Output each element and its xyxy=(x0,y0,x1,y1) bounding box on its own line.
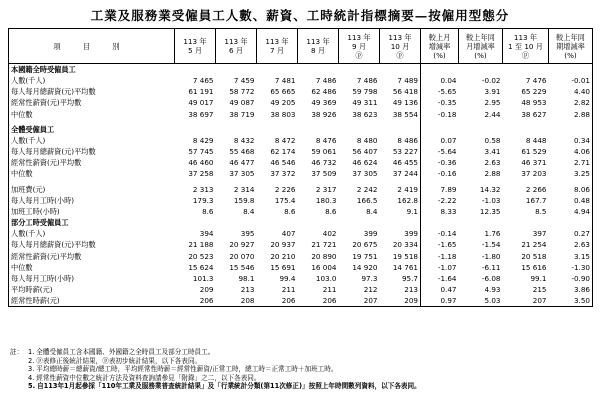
cell-value: 7 476 xyxy=(525,76,547,86)
cell-value: 179.3 xyxy=(192,195,214,205)
cell-value: 7.89 xyxy=(421,184,459,195)
cell-value xyxy=(459,124,503,135)
cell-value: 15 624 xyxy=(188,262,214,272)
cell-value: 14 920 xyxy=(352,262,378,272)
cell-value: -0.36 xyxy=(421,157,459,168)
table-row xyxy=(9,168,593,179)
cell-value: 8.4 xyxy=(366,206,378,216)
cell-value: 53 227 xyxy=(392,147,418,157)
cell-value: -5.64 xyxy=(421,146,459,157)
cell-value: -0.14 xyxy=(421,228,459,239)
cell-value: 19 518 xyxy=(392,251,418,261)
cell-value: 2 242 xyxy=(356,184,378,194)
cell-value: 175.4 xyxy=(274,195,296,205)
cell-value: -6.11 xyxy=(481,262,501,272)
cell-value: 20 334 xyxy=(392,240,418,250)
table-row xyxy=(9,135,593,146)
cell-value: 2.88 xyxy=(484,169,501,179)
cell-value: 48 953 xyxy=(521,98,547,108)
cell-value: 4.93 xyxy=(484,284,501,294)
cell-value: 20 937 xyxy=(270,240,296,250)
cell-value: -1.30 xyxy=(571,262,590,272)
footnote-number: 1. xyxy=(28,348,35,356)
cell-value: 20 675 xyxy=(352,240,378,250)
row-label: 加班費(元) xyxy=(11,184,46,194)
cell-value xyxy=(216,64,257,76)
cell-value xyxy=(339,64,380,76)
cell-value: 212 xyxy=(363,284,378,294)
cell-value: 211 xyxy=(322,284,337,294)
cell-value: 407 xyxy=(281,229,296,239)
table-row xyxy=(9,109,593,120)
cell-value: 20 927 xyxy=(229,240,255,250)
cell-value: 167.7 xyxy=(525,195,547,205)
cell-value: 99.1 xyxy=(530,273,547,283)
cell-value xyxy=(503,64,549,76)
cell-value: 209 xyxy=(199,284,214,294)
cell-value: 98.1 xyxy=(238,273,255,283)
header-cum: 113 年 1 至 10 月 ⓟ xyxy=(503,29,549,64)
cell-value: 0.07 xyxy=(421,135,459,146)
cell-value: 395 xyxy=(240,229,255,239)
cell-value: 7 459 xyxy=(233,76,255,86)
cell-value: -1.65 xyxy=(421,239,459,250)
cell-value xyxy=(257,217,298,228)
cell-value: 49 136 xyxy=(392,98,418,108)
cell-value xyxy=(339,217,380,228)
table-row xyxy=(9,273,593,284)
cell-value: -0.01 xyxy=(571,76,590,86)
footnote xyxy=(10,382,592,391)
cell-value: 2.95 xyxy=(484,98,501,108)
cell-value xyxy=(298,217,339,228)
footnote-text: 平均總時薪＝總薪資/總工時，平均經常性時薪＝經常性薪資/正常工時，總工時＝正常工時＋加班工時。 xyxy=(36,365,338,374)
cell-value: 4.40 xyxy=(573,87,590,97)
table-row xyxy=(9,75,593,86)
cell-value: 9.1 xyxy=(406,206,418,216)
header-month: 113 年 7 月 xyxy=(257,29,298,64)
cell-value xyxy=(380,217,421,228)
cell-value: 2.44 xyxy=(484,109,501,119)
cell-value: 19 751 xyxy=(352,251,378,261)
cell-value: 37 305 xyxy=(229,169,255,179)
cell-value: 399 xyxy=(404,229,418,239)
cell-value: 166.5 xyxy=(356,195,378,205)
table-row xyxy=(9,157,593,168)
cell-value: 37 305 xyxy=(352,169,378,179)
cell-value xyxy=(503,217,549,228)
cell-value: 213 xyxy=(404,284,418,294)
cell-value xyxy=(380,64,421,76)
cell-value: 55 468 xyxy=(229,147,255,157)
cell-value: 8.6 xyxy=(284,206,296,216)
cell-value: -0.90 xyxy=(571,273,590,283)
cell-value: -1.03 xyxy=(481,195,501,205)
table-row xyxy=(9,86,593,97)
row-label: 中位數 xyxy=(11,262,33,272)
table-row xyxy=(9,239,593,250)
cell-value xyxy=(459,217,503,228)
row-label: 每人每月總薪資(元)平均數 xyxy=(11,240,96,250)
cell-value: 215 xyxy=(532,284,547,294)
cell-value xyxy=(216,217,257,228)
footnote-number: 3. xyxy=(28,365,35,374)
cell-value: 0.34 xyxy=(573,135,590,145)
cell-value: 159.8 xyxy=(233,195,255,205)
cell-value: 208 xyxy=(240,296,255,306)
section-row xyxy=(9,124,593,135)
row-label: 經常性時薪(元) xyxy=(11,296,60,306)
cell-value: 2 266 xyxy=(525,184,547,194)
cell-value: 49 087 xyxy=(229,98,255,108)
cell-value: -1.80 xyxy=(481,251,501,261)
cell-value: 5.03 xyxy=(484,296,501,306)
cell-value: 162.8 xyxy=(397,195,418,205)
row-label: 每人每月工時(小時) xyxy=(11,195,75,205)
row-label: 人數(千人) xyxy=(11,76,46,86)
cell-value: 15 616 xyxy=(521,262,547,272)
footnote-text: 經常性薪資中位數之統計方法及資料查詢請參見「附錄」之二，以下各表同。 xyxy=(36,373,261,382)
row-label: 人數(千人) xyxy=(11,135,46,145)
cell-value: 2.71 xyxy=(573,158,590,168)
cell-value: 65 665 xyxy=(270,87,296,97)
row-label: 經常性薪資(元)平均數 xyxy=(11,251,82,261)
cell-value: 2.63 xyxy=(484,158,501,168)
cell-value xyxy=(298,64,339,76)
cell-value: 3.50 xyxy=(573,296,590,306)
cell-value xyxy=(339,124,380,135)
footnote-label xyxy=(10,357,28,366)
cell-value: 8.5 xyxy=(535,206,547,216)
table-row xyxy=(9,251,593,262)
cell-value: 62 174 xyxy=(270,147,296,157)
cell-value: 61 529 xyxy=(521,147,547,157)
cell-value: 38 719 xyxy=(229,109,255,119)
statistics-table xyxy=(8,28,593,307)
cell-value: 20 890 xyxy=(311,251,337,261)
table-row xyxy=(9,184,593,195)
cell-value: 206 xyxy=(322,296,337,306)
cell-value: 3.86 xyxy=(573,284,590,294)
cell-value: 8 448 xyxy=(525,135,547,145)
cell-value: 1.76 xyxy=(484,229,501,239)
cell-value: 20 070 xyxy=(229,251,255,261)
cell-value: 2 313 xyxy=(192,184,214,194)
table-row xyxy=(9,146,593,157)
cell-value: 21 254 xyxy=(521,240,547,250)
cell-value: 3.41 xyxy=(484,147,501,157)
section-row xyxy=(9,217,593,228)
cell-value xyxy=(549,64,593,76)
cell-value: -1.64 xyxy=(421,273,459,284)
table-header-row xyxy=(9,29,593,64)
footnote xyxy=(10,348,592,357)
cell-value: 394 xyxy=(199,229,214,239)
section-row xyxy=(9,64,593,76)
cell-value: -1.54 xyxy=(481,240,501,250)
cell-value: 0.97 xyxy=(421,295,459,307)
cell-value: 0.58 xyxy=(484,135,501,145)
cell-value: 20 210 xyxy=(270,251,296,261)
cell-value: 8.06 xyxy=(573,184,590,194)
cell-value: 7 486 xyxy=(356,76,378,86)
row-label: 全體受僱員工 xyxy=(11,124,55,134)
cell-value: 49 017 xyxy=(188,98,214,108)
cell-value: 7 481 xyxy=(274,76,296,86)
cell-value: 61 191 xyxy=(188,87,214,97)
cell-value: 8 432 xyxy=(233,135,255,145)
cell-value: 20 518 xyxy=(521,251,547,261)
header-month: 113 年 8 月 xyxy=(298,29,339,64)
footnote-label: 註： xyxy=(10,348,24,356)
cell-value: 49 205 xyxy=(270,98,296,108)
cell-value: 15 691 xyxy=(270,262,296,272)
row-label: 中位數 xyxy=(11,109,33,119)
cell-value xyxy=(421,124,459,135)
cell-value: 2.63 xyxy=(573,240,590,250)
cell-value: 0.04 xyxy=(421,75,459,86)
cell-value: 21 721 xyxy=(311,240,337,250)
cell-value: 46 624 xyxy=(352,158,378,168)
cell-value xyxy=(549,124,593,135)
cell-value: 37 509 xyxy=(311,169,337,179)
header-month: 113 年 6 月 xyxy=(216,29,257,64)
cell-value: -0.35 xyxy=(421,97,459,108)
cell-value: 46 460 xyxy=(188,158,214,168)
cell-value: 15 546 xyxy=(229,262,255,272)
cell-value: 56 407 xyxy=(352,147,378,157)
cell-value: 8 472 xyxy=(274,135,296,145)
cell-value xyxy=(380,124,421,135)
cell-value: 37 372 xyxy=(270,169,296,179)
cell-value: 3.15 xyxy=(573,251,590,261)
cell-value: 38 926 xyxy=(311,109,337,119)
footnote xyxy=(10,365,592,374)
cell-value: 4.94 xyxy=(573,206,590,216)
table-row xyxy=(9,195,593,206)
cell-value xyxy=(549,217,593,228)
footnote-label xyxy=(10,365,28,374)
cell-value: 46 546 xyxy=(270,158,296,168)
cell-value: -0.16 xyxy=(421,168,459,179)
cell-value xyxy=(257,64,298,76)
header-mom: 較上月 增減率 (%) xyxy=(421,29,459,64)
cell-value: 7 489 xyxy=(397,76,418,86)
cell-value: 12.35 xyxy=(479,206,501,216)
page-title: 工業及服務業受僱員工人數、薪資、工時統計指標摘要—按僱用型態分 xyxy=(90,8,510,23)
cell-value: 209 xyxy=(404,296,418,306)
cell-value xyxy=(503,124,549,135)
cell-value: 8.4 xyxy=(243,206,255,216)
cell-value: 59 061 xyxy=(311,147,337,157)
cell-value xyxy=(421,64,459,76)
cell-value: 37 258 xyxy=(188,169,214,179)
cell-value xyxy=(298,124,339,135)
table-body xyxy=(9,64,593,307)
cell-value: 399 xyxy=(363,229,378,239)
cell-value: 38 554 xyxy=(392,109,418,119)
cell-value: 21 188 xyxy=(188,240,214,250)
cell-value: 49 311 xyxy=(352,98,378,108)
cell-value: 402 xyxy=(322,229,337,239)
cell-value: 59 798 xyxy=(352,87,378,97)
cell-value: 46 455 xyxy=(392,158,418,168)
cell-value: 38 623 xyxy=(352,109,378,119)
footnote-label xyxy=(10,382,28,391)
cell-value: 7 486 xyxy=(315,76,337,86)
table-row xyxy=(9,262,593,273)
cell-value: 2 419 xyxy=(397,184,418,194)
footnote-number: 2. xyxy=(28,356,35,365)
row-label: 加班工時(小時) xyxy=(11,206,60,216)
cell-value: 0.27 xyxy=(573,229,590,239)
header-month: 113 年 5 月 xyxy=(175,29,216,64)
cell-value xyxy=(421,217,459,228)
cell-value xyxy=(175,217,216,228)
cell-value: 180.3 xyxy=(315,195,337,205)
cell-value: 397 xyxy=(532,229,547,239)
cell-value: 213 xyxy=(240,284,255,294)
cell-value: 38 803 xyxy=(270,109,296,119)
cell-value: 2.82 xyxy=(573,98,590,108)
cell-value: 38 627 xyxy=(521,109,547,119)
cell-value: 16 004 xyxy=(311,262,337,272)
cell-value: 2 226 xyxy=(274,184,296,194)
row-label: 每人每月工時(小時) xyxy=(11,273,75,283)
cell-value: 58 772 xyxy=(229,87,255,97)
cell-value: 211 xyxy=(281,284,296,294)
header-yoy: 較上年同 月增減率 (%) xyxy=(459,29,503,64)
cell-value: 207 xyxy=(363,296,378,306)
cell-value: 8 486 xyxy=(397,135,418,145)
cell-value: 99.4 xyxy=(279,273,296,283)
row-label: 中位數 xyxy=(11,169,33,179)
cell-value xyxy=(216,124,257,135)
cell-value: 46 371 xyxy=(521,158,547,168)
cell-value: 207 xyxy=(532,296,547,306)
cell-value: 2 314 xyxy=(233,184,255,194)
footnote-label xyxy=(10,374,28,383)
footnote-text: 全體受僱員工含本國籍、外國籍之全時員工及部分工時員工。 xyxy=(36,348,215,356)
cell-value: 4.06 xyxy=(573,147,590,157)
cell-value: 37 244 xyxy=(392,169,418,179)
cell-value: 0.47 xyxy=(421,284,459,295)
cell-value: 46 732 xyxy=(311,158,337,168)
cell-value: 62 486 xyxy=(311,87,337,97)
cell-value: 206 xyxy=(281,296,296,306)
cell-value: 8.33 xyxy=(421,206,459,217)
row-label: 每人每月總薪資(元)平均數 xyxy=(11,147,96,157)
table-row xyxy=(9,228,593,239)
row-label: 人數(千人) xyxy=(11,229,46,239)
cell-value: 97.3 xyxy=(361,273,378,283)
cell-value xyxy=(459,64,503,76)
footnotes xyxy=(10,348,592,391)
cell-value: 56 418 xyxy=(392,87,418,97)
cell-value: 14 761 xyxy=(392,262,418,272)
cell-value: -1.18 xyxy=(421,251,459,262)
footnote-number: 5. xyxy=(28,382,36,391)
table-row xyxy=(9,295,593,307)
cell-value: 37 203 xyxy=(521,169,547,179)
row-label: 經常性薪資(元)平均數 xyxy=(11,158,82,168)
footnote-text: ⓟ表修正後統計結果，ⓟ表初步統計結果，以下各表同。 xyxy=(36,356,202,365)
cell-value: 103.0 xyxy=(315,273,337,283)
cell-value: 7 465 xyxy=(192,76,214,86)
table-row xyxy=(9,206,593,217)
row-label: 每人每月總薪資(元)平均數 xyxy=(11,87,96,97)
cell-value: 8 480 xyxy=(356,135,378,145)
cell-value: 14.32 xyxy=(479,184,501,194)
cell-value: 95.7 xyxy=(401,273,418,283)
header-cum-yoy: 較上年同 期增減率 (%) xyxy=(549,29,593,64)
footnote xyxy=(10,357,592,366)
cell-value: 8 476 xyxy=(315,135,337,145)
cell-value: 2.88 xyxy=(573,109,590,119)
cell-value xyxy=(175,124,216,135)
header-month: 113 年 9 月 ⓟ xyxy=(339,29,380,64)
header-item: 項 目 別 xyxy=(9,29,175,64)
cell-value: 8.6 xyxy=(202,206,214,216)
table-row xyxy=(9,97,593,108)
row-label: 平均時薪(元) xyxy=(11,284,53,294)
row-label: 經常性薪資(元)平均數 xyxy=(11,98,82,108)
header-month: 113 年 10 月 ⓟ xyxy=(380,29,421,64)
footnote-number: 4. xyxy=(28,373,35,382)
row-label: 部分工時受僱員工 xyxy=(11,218,69,228)
cell-value: -1.07 xyxy=(421,262,459,273)
footnote-text: 自113年1月起參採「110年工業及服務業普查統計結果」及「行業統計分類(第11次修正)」按照上年時間數列資料，以下各表同。 xyxy=(37,382,421,391)
cell-value: 8 429 xyxy=(192,135,214,145)
cell-value: 8.6 xyxy=(325,206,337,216)
cell-value: 2 317 xyxy=(315,184,337,194)
row-label: 本國籍全時受僱員工 xyxy=(11,65,76,74)
cell-value: 3.91 xyxy=(484,87,501,97)
cell-value: 65 229 xyxy=(521,87,547,97)
cell-value: 0.48 xyxy=(573,195,590,205)
cell-value xyxy=(175,64,216,76)
cell-value: 20 523 xyxy=(188,251,214,261)
cell-value: -6.08 xyxy=(481,273,501,283)
cell-value: -2.22 xyxy=(421,195,459,206)
cell-value: 101.3 xyxy=(192,273,214,283)
cell-value: -0.18 xyxy=(421,109,459,120)
cell-value xyxy=(257,124,298,135)
cell-value: -5.65 xyxy=(421,86,459,97)
cell-value: -0.02 xyxy=(481,76,501,86)
cell-value: 3.25 xyxy=(573,169,590,179)
table-row xyxy=(9,284,593,295)
cell-value: 206 xyxy=(199,296,214,306)
cell-value: 57 745 xyxy=(188,147,214,157)
cell-value: 49 369 xyxy=(311,98,337,108)
cell-value: 38 697 xyxy=(188,109,214,119)
cell-value: 46 477 xyxy=(229,158,255,168)
